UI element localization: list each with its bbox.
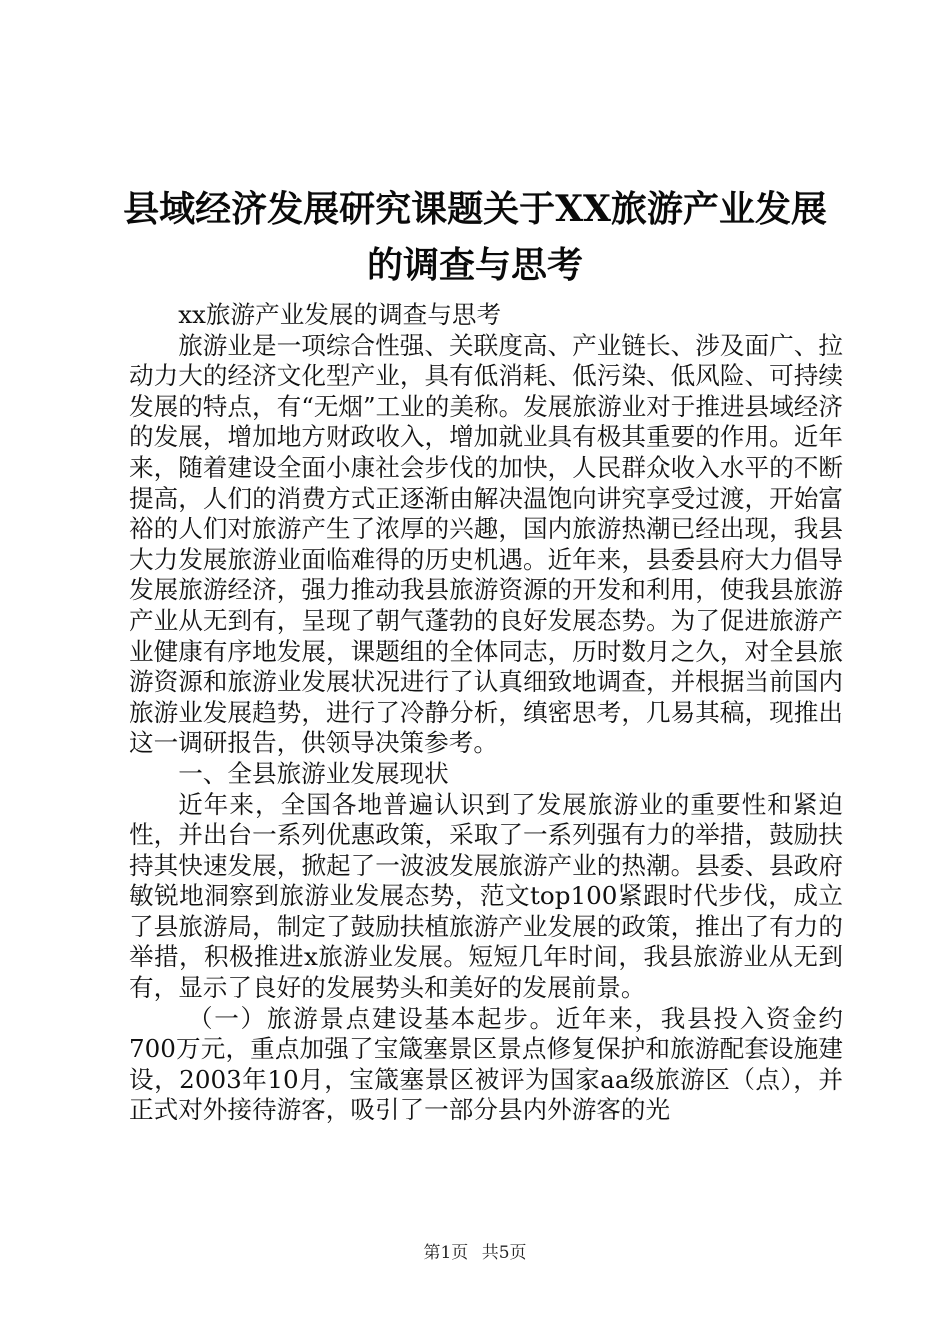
paragraph-scenic-spots: （一）旅游景点建设基本起步。近年来，我县投入资金约700万元，重点加强了宝箴塞景区景点修复保护和旅游配套设施建设，2003年10月，宝箴塞景区被评为国家aa级旅游区（点），并正式对外接待游客，吸引了一部分县内外游客的光 [129,1003,843,1125]
document-title-line-2: 的调查与思考 [366,244,583,286]
page-footer [0,1242,950,1264]
page-total: 共5页 [481,1243,527,1263]
document-body [129,300,843,1126]
page-number: 第1页 [423,1243,469,1263]
section-heading: 一、全县旅游业发展现状 [178,758,449,788]
document-subtitle: xx旅游产业发展的调查与思考 [178,300,502,329]
paragraph-status: 近年来，全国各地普遍认识到了发展旅游业的重要性和紧迫性，并出台一系列优惠政策，采取了一系列强有力的举措，鼓励扶持其快速发展，掀起了一波波发展旅游产业的热潮。县委、县政府敏锐地洞察到旅游业发展态势，范文top100紧跟时代步伐，成立了县旅游局，制定了鼓励扶植旅游产业发展的政策，推出了有力的举措，积极推进x旅游业发展。短短几年时间，我县旅游业从无到有，显示了良好的发展势头和美好的发展前景。 [129,789,843,1003]
document-title-line-1: 县域经济发展研究课题关于XX旅游产业发展 [123,188,827,230]
paragraph-intro: 旅游业是一项综合性强、关联度高、产业链长、涉及面广、拉动力大的经济文化型产业，具有低消耗、低污染、低风险、可持续发展的特点，有“无烟”工业的美称。发展旅游业对于推进县域经济的发展，增加地方财政收入，增加就业具有极其重要的作用。近年来，随着建设全面小康社会步伐的加快，人民群众收入水平的不断提高，人们的消费方式正逐渐由解决温饱向讲究享受过渡，开始富裕的人们对旅游产生了浓厚的兴趣，国内旅游热潮已经出现，我县大力发展旅游业面临难得的历史机遇。近年来，县委县府大力倡导发展旅游经济，强力推动我县旅游资源的开发和利用，使我县旅游产业从无到有，呈现了朝气蓬勃的良好发展态势。为了促进旅游产业健康有序地发展，课题组的全体同志，历时数月之久，对全县旅游资源和旅游业发展状况进行了认真细致地调查，并根据当前国内旅游业发展趋势，进行了冷静分析，缜密思考，几易其稿，现推出这一调研报告，供领导决策参考。 [129,330,843,758]
